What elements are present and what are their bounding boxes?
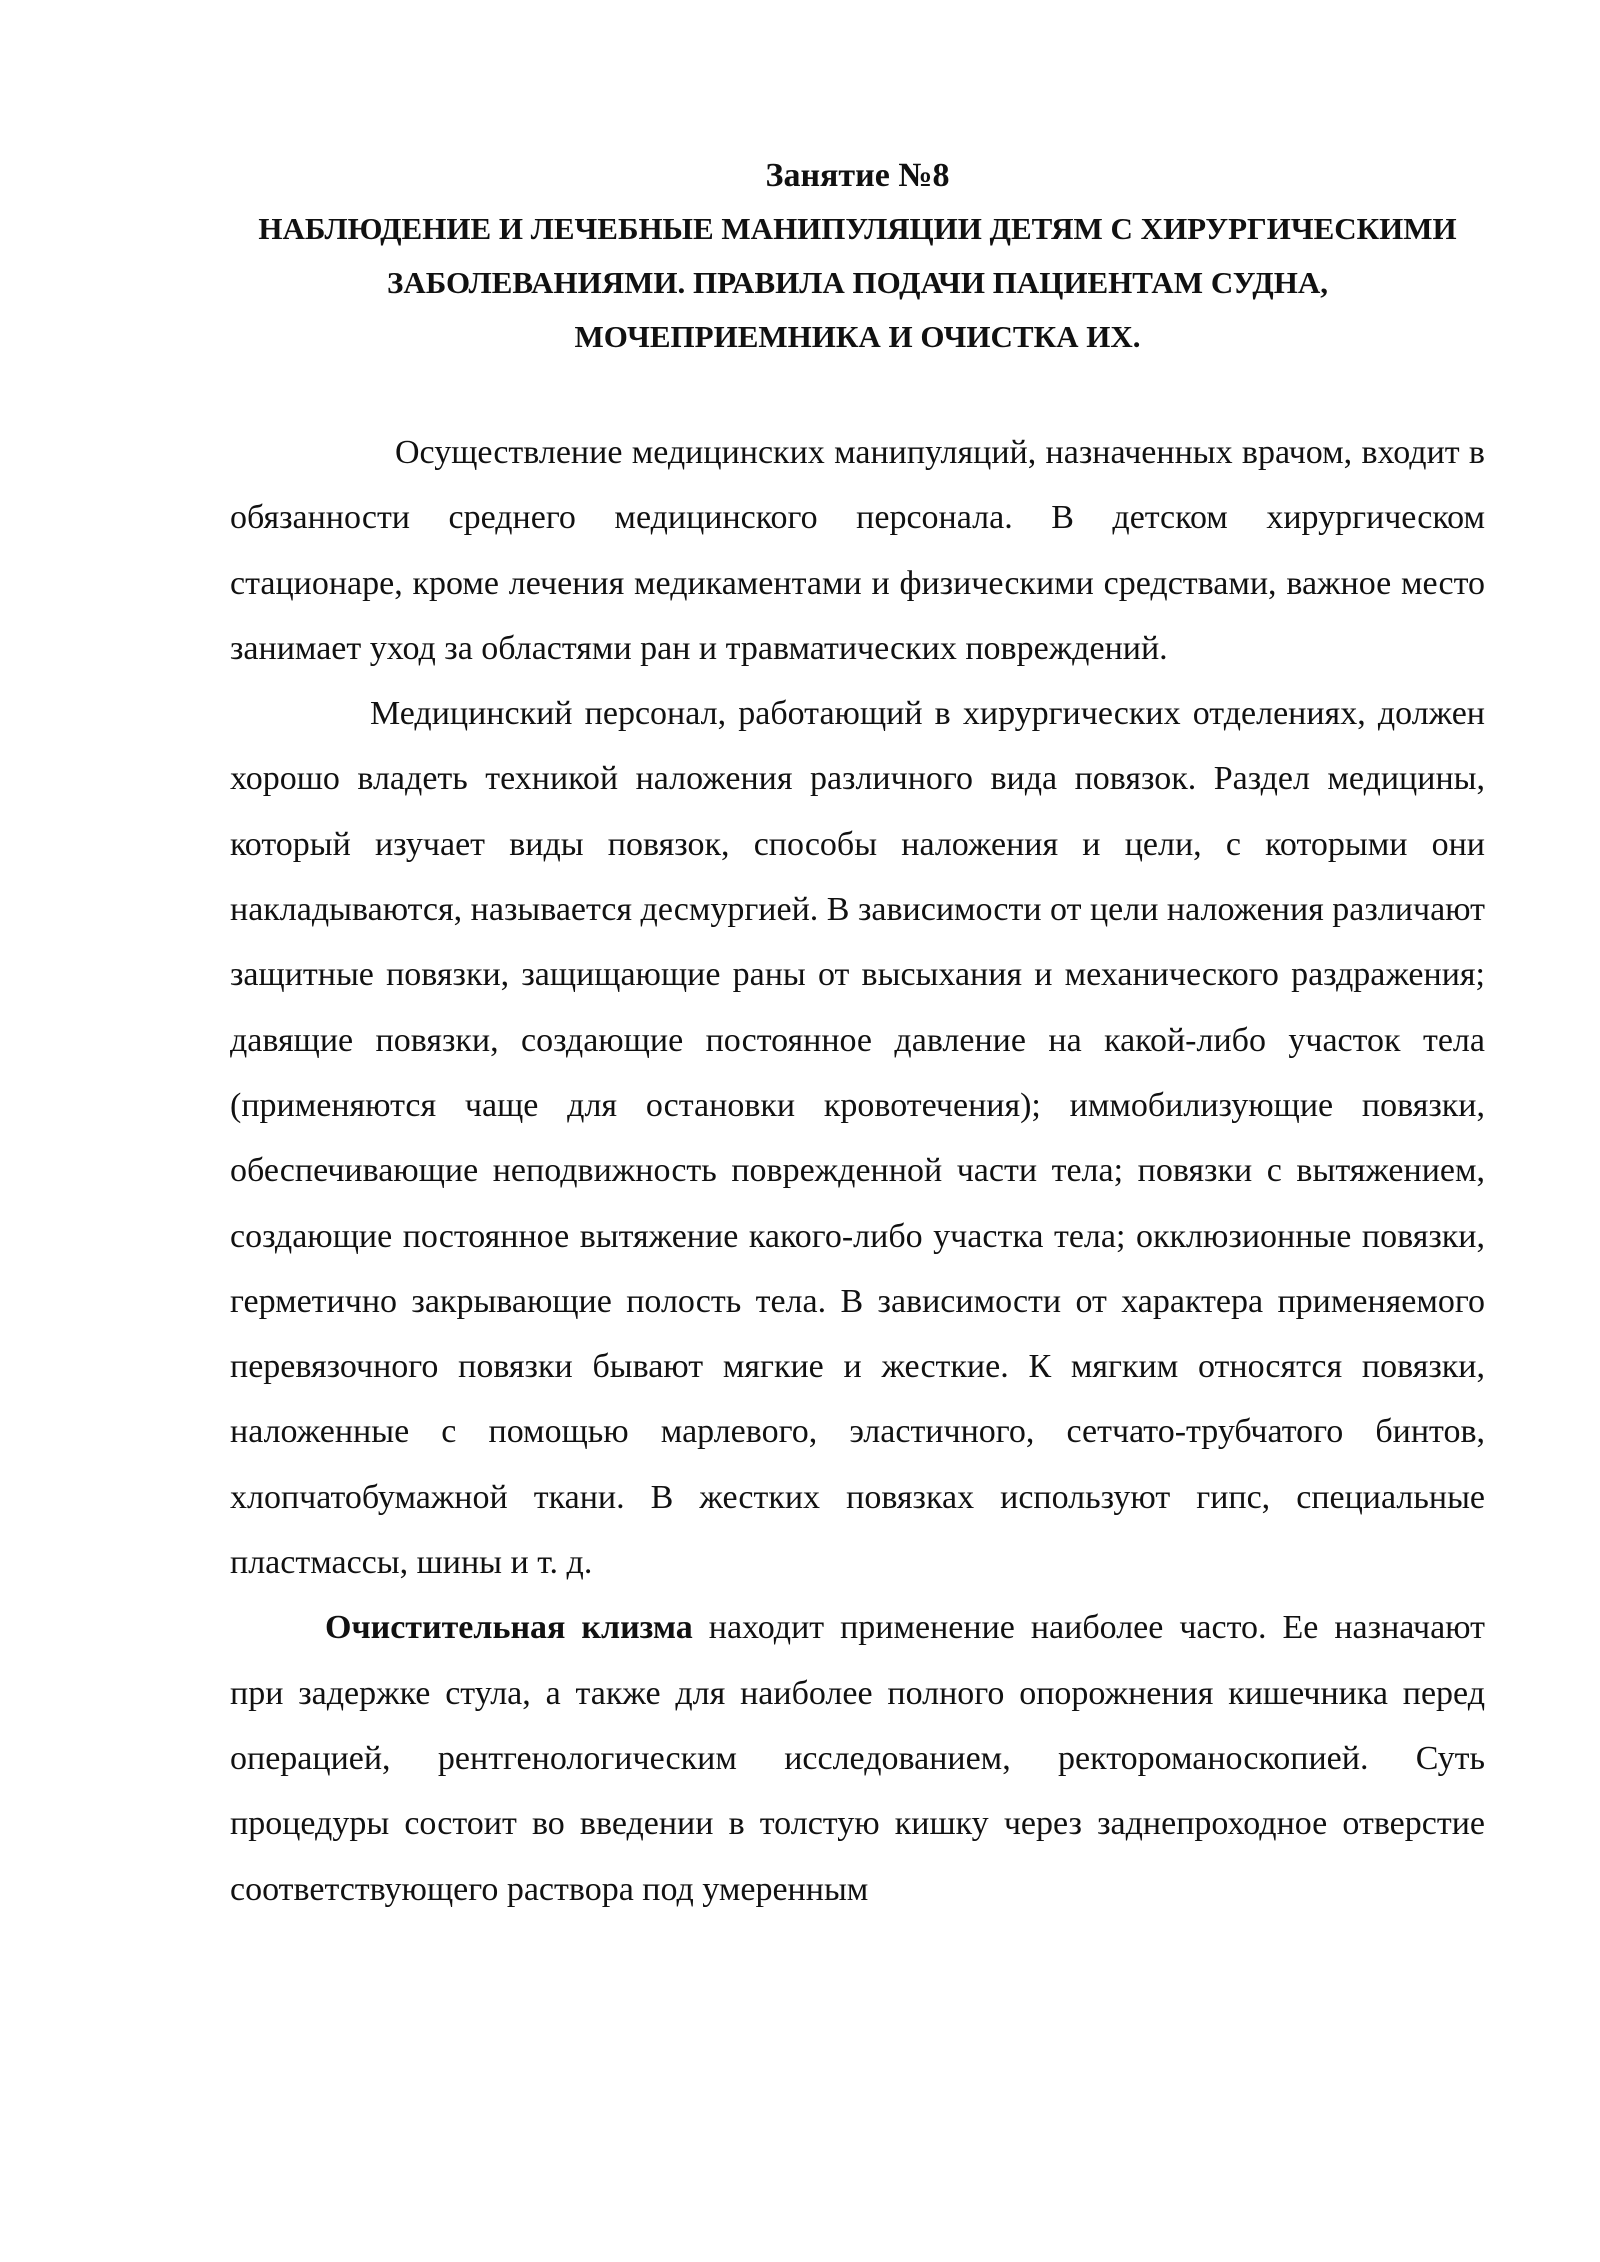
paragraph-enema-text: находит применение наиболее часто. Ее назначают при задержке стула, а также для наиболее полного опорожнения кишечника перед операцией, рентгенологическим исследованием, ректороманоскопией. Суть процедуры состоит во введении в толстую кишку через заднепроходное отверстие соответствующего раствора под умеренным bbox=[230, 1609, 1485, 1908]
lesson-title: Занятие №8 bbox=[765, 157, 950, 194]
paragraph-enema bbox=[230, 1595, 1485, 1921]
topic-line: ЗАБОЛЕВАНИЯМИ. ПРАВИЛА ПОДАЧИ ПАЦИЕНТАМ СУДНА, bbox=[387, 265, 1328, 300]
paragraph-intro: Осуществление медицинских манипуляций, назначенных врачом, входит в обязанности среднего медицинского персонала. В детском хирургическом стационаре, кроме лечения медикаментами и физическими средствами, важное место занимает уход за областями ран и травматических повреждений. bbox=[230, 434, 1485, 667]
topic-heading bbox=[230, 202, 1485, 364]
topic-line: МОЧЕПРИЕМНИКА И ОЧИСТКА ИХ. bbox=[574, 319, 1141, 354]
page-content bbox=[230, 150, 1485, 1922]
paragraph-dressings: Медицинский персонал, работающий в хирургических отделениях, должен хорошо владеть техникой наложения различного вида повязок. Раздел медицины, который изучает виды повязок, способы наложения и цели, с которыми они накладываются, называется десмургией. В зависимости от цели наложения различают защитные повязки, защищающие раны от высыхания и механического раздражения; давящие повязки, создающие постоянное давление на какой-либо участок тела (применяются чаще для остановки кровотечения); иммобилизующие повязки, обеспечивающие неподвижность поврежденной части тела; повязки с вытяжением, создающие постоянное вытяжение какого-либо участка тела; окклюзионные повязки, герметично закрывающие полость тела. В зависимости от характера применяемого перевязочного повязки бывают мягкие и жесткие. К мягким относятся повязки, наложенные с помощью марлевого, эластичного, сетчато-трубчатого бинтов, хлопчатобумажной ткани. В жестких повязках используют гипс, специальные пластмассы, шины и т. д. bbox=[230, 695, 1485, 1582]
topic-line: НАБЛЮДЕНИЕ И ЛЕЧЕБНЫЕ МАНИПУЛЯЦИИ ДЕТЯМ С ХИРУРГИЧЕСКИМИ bbox=[258, 211, 1457, 246]
bold-term: Очистительная клизма bbox=[325, 1609, 693, 1647]
